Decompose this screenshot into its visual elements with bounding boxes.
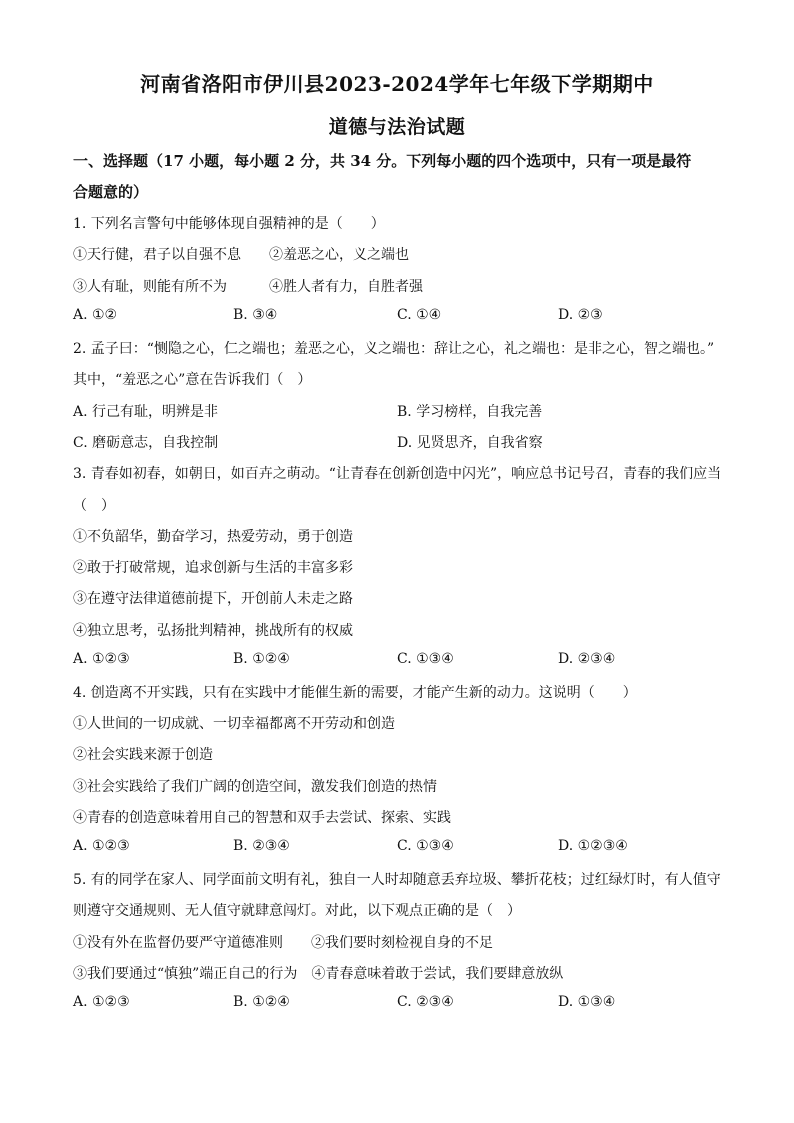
question-3-item: ④独立思考，弘扬批判精神，挑战所有的权威 bbox=[73, 623, 353, 639]
question-4-item: ④青春的创造意味着用自己的智慧和双手去尝试、探索、实践 bbox=[73, 810, 451, 826]
question-3-item: ①不负韶华，勤奋学习，热爱劳动，勇于创造 bbox=[73, 529, 353, 545]
question-3-option-a[interactable]: A. ①②③ bbox=[73, 651, 130, 667]
question-5-option-c[interactable]: C. ②③④ bbox=[397, 994, 454, 1010]
question-5-stem-cont: 则遵守交通规则、无人值守就肆意闯灯。对此，以下观点正确的是（ ） bbox=[73, 903, 521, 919]
question-3-stem: 3. 青春如初春，如朝日，如百卉之萌动。“让青春在创新创造中闪光”，响应总书记号召，青春的我们应当 bbox=[73, 466, 722, 482]
question-1-option-b[interactable]: B. ③④ bbox=[233, 307, 278, 323]
question-1-option-c[interactable]: C. ①④ bbox=[397, 307, 442, 323]
question-2-option-c[interactable]: C. 磨砺意志，自我控制 bbox=[73, 435, 219, 451]
question-4-option-d[interactable]: D. ①②③④ bbox=[558, 838, 628, 854]
question-1-option-d[interactable]: D. ②③ bbox=[558, 307, 603, 323]
question-3-item: ③在遵守法律道德前提下，开创前人未走之路 bbox=[73, 591, 353, 607]
question-4-item: ②社会实践来源于创造 bbox=[73, 747, 213, 763]
question-3-option-b[interactable]: B. ①②④ bbox=[233, 651, 290, 667]
question-1-item: ③人有耻，则能有所不为 ④胜人者有力，自胜者强 bbox=[73, 279, 423, 295]
question-5-stem: 5. 有的同学在家人、同学面前文明有礼，独自一人时却随意丢弃垃圾、攀折花枝；过红绿灯时，有人值守 bbox=[73, 872, 721, 888]
section-heading-cont: 合题意的） bbox=[73, 183, 149, 201]
question-2-option-b[interactable]: B. 学习榜样，自我完善 bbox=[397, 404, 543, 420]
question-3-item: ②敢于打破常规，追求创新与生活的丰富多彩 bbox=[73, 560, 353, 576]
question-5-option-d[interactable]: D. ①③④ bbox=[558, 994, 616, 1010]
question-5-item: ①没有外在监督仍要严守道德准则 ②我们要时刻检视自身的不足 bbox=[73, 935, 493, 951]
question-1-stem: 1. 下列名言警句中能够体现自强精神的是（ ） bbox=[73, 216, 385, 232]
question-3-option-c[interactable]: C. ①③④ bbox=[397, 651, 454, 667]
question-3-option-d[interactable]: D. ②③④ bbox=[558, 651, 616, 667]
question-2-stem: 2. 孟子曰：“恻隐之心，仁之端也；羞恶之心，义之端也：辞让之心，礼之端也：是非之心，智之端也。” bbox=[73, 341, 715, 357]
question-1-item: ①天行健，君子以自强不息 ②羞恶之心，义之端也 bbox=[73, 247, 409, 263]
question-1-option-a[interactable]: A. ①② bbox=[73, 307, 118, 323]
question-4-item: ①人世间的一切成就、一切幸福都离不开劳动和创造 bbox=[73, 716, 395, 732]
question-3-stem-cont: （ ） bbox=[73, 498, 115, 514]
question-4-item: ③社会实践给了我们广阔的创造空间，激发我们创造的热情 bbox=[73, 779, 437, 795]
question-4-stem: 4. 创造离不开实践，只有在实践中才能催生新的需要，才能产生新的动力。这说明（ ） bbox=[73, 685, 637, 701]
question-4-option-c[interactable]: C. ①③④ bbox=[397, 838, 454, 854]
exam-subject-title: 道德与法治试题 bbox=[328, 116, 466, 138]
question-4-option-b[interactable]: B. ②③④ bbox=[233, 838, 290, 854]
question-5-option-b[interactable]: B. ①②④ bbox=[233, 994, 290, 1010]
question-4-option-a[interactable]: A. ①②③ bbox=[73, 838, 130, 854]
section-heading: 一、选择题（17 小题，每小题 2 分，共 34 分。下列每小题的四个选项中，只有一项是最符 bbox=[73, 152, 692, 170]
question-5-option-a[interactable]: A. ①②③ bbox=[73, 994, 130, 1010]
question-2-option-a[interactable]: A. 行己有耻，明辨是非 bbox=[73, 404, 219, 420]
exam-title: 河南省洛阳市伊川县2023-2024学年七年级下学期期中 bbox=[140, 72, 654, 96]
question-5-item: ③我们要通过“慎独”端正自己的行为 ④青春意味着敢于尝试，我们要肆意放纵 bbox=[73, 966, 564, 982]
question-2-stem-cont: 其中，“羞恶之心”意在告诉我们（ ） bbox=[73, 372, 312, 388]
question-2-option-d[interactable]: D. 见贤思齐，自我省察 bbox=[397, 435, 543, 451]
